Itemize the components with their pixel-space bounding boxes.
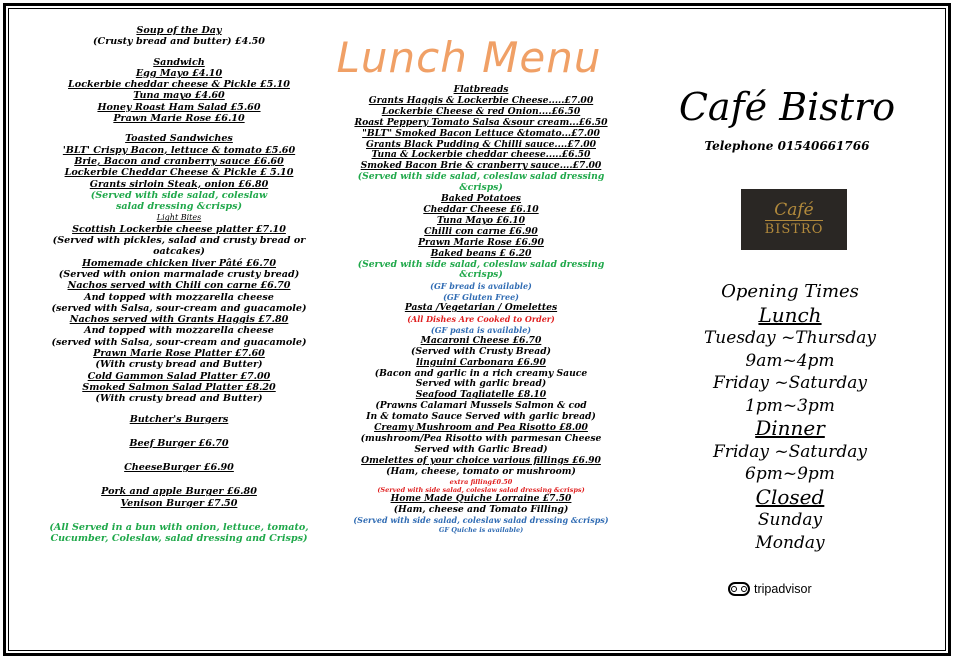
gf-note: (GF pasta is available)	[430, 324, 532, 335]
gf-note: GF Quiche is available)	[438, 526, 524, 535]
item-description: In & tomato Sauce Served with garlic bread)	[366, 412, 596, 423]
menu-item: Pork and apple Burger £6.80	[101, 486, 257, 498]
menu-item: Cheddar Cheese £6.10	[423, 204, 539, 215]
burgers-heading: Butcher's Burgers	[129, 413, 229, 425]
item-description: And topped with mozzarella cheese	[84, 325, 274, 337]
pasta-heading: Pasta /Vegetarian / Omelettes	[404, 303, 558, 314]
menu-item: Cold Gammon Salad Platter £7.00	[87, 370, 271, 382]
item-description: And topped with mozzarella cheese	[84, 291, 274, 303]
item-description: Served with garlic bread)	[415, 379, 547, 390]
item-description: (served with Salsa, sour-cream and guacamole)	[51, 302, 307, 314]
burger-note: Cucumber, Coleslaw, salad dressing and Crisps)	[50, 533, 308, 545]
tripadvisor-text: tripadvisor	[754, 582, 812, 596]
tripadvisor-owl-icon	[728, 582, 750, 596]
menu-item: Tuna & Lockerbie cheddar cheese.....£6.50	[371, 150, 591, 161]
item-description: (Served with pickles, salad and crusty bread or	[52, 235, 306, 247]
menu-item: Egg Mayo £4.10	[135, 67, 223, 79]
lunch-heading: Lunch	[758, 302, 822, 327]
side-note: salad dressing &crisps)	[115, 201, 243, 213]
flatbreads-heading: Flatbreads	[453, 85, 509, 95]
menu-item: Grants Black Pudding & Chilli sauce....£7.00	[366, 139, 596, 150]
menu-item: CheeseBurger £6.90	[124, 462, 234, 474]
item-description: (mushroom/Pea Risotto with parmesan Cheese	[360, 434, 602, 444]
opening-times-heading: Opening Times	[721, 281, 859, 302]
menu-item: Prawn Marie Rose Platter £7.60	[93, 348, 265, 360]
soup-heading: Soup of the Day	[136, 25, 222, 36]
menu-item: Grants Haggis & Lockerbie Cheese.....£7.00	[368, 95, 594, 106]
opening-times	[680, 281, 900, 554]
item-description: (Ham, cheese and Tomato Filling)	[393, 504, 569, 515]
menu-item: Tuna Mayo £6.10	[436, 215, 526, 226]
menu-item: Baked beans £ 6.20	[430, 248, 532, 259]
burger-note: (All Served in a bun with onion, lettuce, tomato,	[49, 521, 309, 533]
menu-item: Lockerbie Cheese & red Onion....£6.50	[381, 106, 581, 117]
menu-item: Chilli con carne £6.90	[424, 226, 538, 237]
logo-text-bottom: BISTRO	[764, 222, 824, 237]
potatoes-heading: Baked Potatoes	[441, 194, 521, 205]
item-description: (Served with Crusty Bread)	[411, 346, 551, 357]
side-note: &crisps)	[459, 270, 503, 281]
menu-item: Beef Burger £6.70	[129, 437, 229, 449]
hours-time: 6pm~9pm	[745, 464, 835, 484]
item-description: (With crusty bread and Butter)	[95, 393, 263, 405]
item-description: (With crusty bread and Butter)	[95, 359, 263, 371]
hours-days: Tuesday ~Thursday	[703, 328, 877, 348]
cafe-logo	[741, 189, 847, 250]
item-description: (Bacon and garlic in a rich creamy Sauce	[374, 368, 588, 379]
gf-note: (GF Gluten Free)	[443, 292, 519, 303]
menu-item: Omelettes of your choice various fillings £6.90	[361, 455, 601, 466]
sandwich-heading: Sandwich	[153, 56, 205, 68]
menu-item: Nachos served with Grants Haggis £7.80	[69, 314, 289, 326]
item-description: oatcakes)	[153, 246, 205, 258]
menu-item: Venison Burger £7.50	[120, 497, 238, 509]
menu-item: Smoked Bacon Brie & cranberry sauce....£7.00	[360, 161, 602, 172]
cafe-name: Café Bistro	[678, 85, 896, 129]
item-description: (Ham, cheese, tomato or mushroom)	[386, 466, 576, 477]
hours-time: 9am~4pm	[745, 350, 835, 371]
menu-item: Lockerbie Cheddar Cheese & Pickle £ 5.10	[64, 167, 294, 179]
hours-days: Friday ~Saturday	[713, 441, 867, 462]
menu-item: Creamy Mushroom and Pea Risotto £8.00	[374, 423, 588, 434]
item-description: (Served with onion marmalade crusty bread)	[58, 268, 300, 280]
menu-item: Roast Peppery Tomato Salsa &sour cream...£6.50	[354, 117, 608, 128]
telephone: Telephone 01540661766	[704, 139, 870, 153]
left-menu-column	[34, 25, 324, 545]
soup-description: (Crusty bread and butter) £4.50	[93, 36, 265, 48]
menu-item: Brie, Bacon and cranberry sauce £6.60	[74, 155, 284, 167]
item-description: (served with Salsa, sour-cream and guacamole)	[51, 336, 307, 348]
menu-title: Lunch Menu	[336, 33, 602, 82]
closed-day: Monday	[755, 532, 825, 553]
menu-item: Macaroni Cheese £6.70	[420, 335, 542, 346]
menu-item: Smoked Salmon Salad Platter £8.20	[82, 381, 276, 393]
side-note: (Served with side salad, coleslaw salad dressing	[357, 259, 605, 270]
side-note: &crisps)	[459, 183, 503, 194]
hours-days: Friday ~Saturday	[713, 373, 867, 393]
cooked-to-order-note: (All Dishes Are Cooked to Order)	[407, 314, 555, 325]
closed-heading: Closed	[755, 484, 825, 509]
menu-item: Nachos served with Chili con carne £6.70	[67, 280, 291, 292]
menu-item: linguini Carbonara £6.90	[416, 357, 546, 368]
side-note: (Served with side salad, coleslaw salad dressing	[357, 172, 605, 183]
menu-item: Homemade chicken liver Pâté £6.70	[81, 257, 277, 269]
extra-filling-note: extra filling£0.50	[449, 477, 513, 486]
item-description: (Prawns Calamari Mussels Salmon & cod	[375, 401, 587, 412]
menu-item: 'BLT' Crispy Bacon, lettuce & tomato £5.60	[62, 144, 296, 156]
light-bites-heading: Light Bites	[156, 213, 202, 223]
menu-item: Grants sirloin Steak, onion £6.80	[89, 178, 269, 190]
menu-item: Prawn Marie Rose £6.90	[418, 237, 544, 248]
menu-item: Honey Roast Ham Salad £5.60	[97, 101, 261, 113]
menu-item: Seafood Tagliatelle £8.10	[415, 390, 547, 401]
side-note: (Served with side salad, coleslaw salad dressing &crisps)	[353, 515, 609, 526]
menu-item: "BLT" Smoked Bacon Lettuce &tomato...£7.00	[362, 128, 600, 139]
side-note: (Served with side salad, coleslaw	[90, 189, 268, 201]
side-note: (Served with side salad, coleslaw salad dressing &crisps)	[377, 485, 585, 494]
menu-item: Home Made Quiche Lorraine £7.50	[390, 493, 572, 504]
middle-menu-column	[344, 85, 618, 534]
menu-item: Lockerbie cheddar cheese & Pickle £5.10	[68, 79, 290, 91]
menu-item: Prawn Marie Rose £6.10	[113, 113, 245, 125]
logo-text-top: Café	[774, 200, 814, 220]
menu-item: Scottish Lockerbie cheese platter £7.10	[72, 223, 286, 235]
gf-note: (GF bread is available)	[430, 281, 532, 292]
hours-time: 1pm~3pm	[745, 395, 835, 416]
item-description: Served with Garlic Bread)	[414, 444, 548, 455]
menu-item: Tuna mayo £4.60	[133, 90, 225, 102]
tripadvisor-logo	[728, 580, 848, 598]
dinner-heading: Dinner	[755, 416, 825, 440]
toasted-heading: Toasted Sandwiches	[125, 133, 233, 145]
closed-day: Sunday	[757, 510, 823, 530]
